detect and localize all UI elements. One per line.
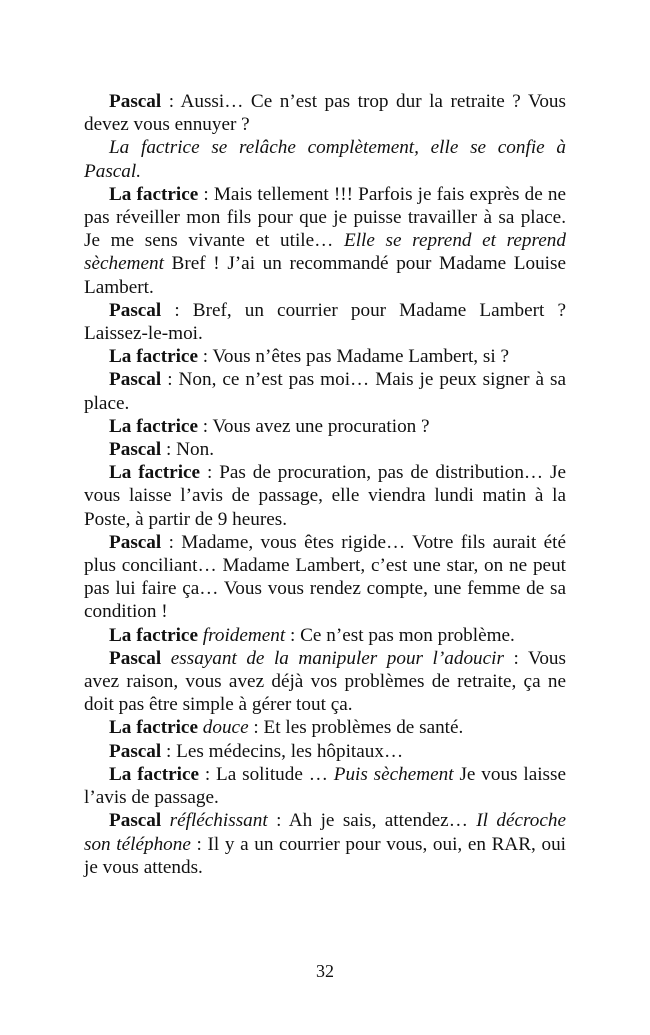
line-text: : Il y a un courrier pour vous, oui, en RAR, oui je vous attends. <box>84 833 566 878</box>
speaker-name: La factrice <box>109 624 198 646</box>
dialogue-line <box>84 809 566 879</box>
line-text: : Et les problèmes de santé. <box>248 717 464 739</box>
dialogue-line <box>84 740 566 763</box>
line-text: : Pas de procuration, pas de distribution… Je vous laisse l’avis de passage, elle viendra lundi matin à la Poste, à partir de 9 heures. <box>84 462 566 530</box>
stage-direction-text: essayant de la manipuler pour l’adoucir <box>170 647 504 669</box>
dialogue-line <box>84 438 566 461</box>
dialogue-line <box>84 368 566 414</box>
dialogue-text <box>84 90 566 879</box>
stage-direction-text: Puis sèchement <box>333 763 454 785</box>
line-text: Je vous laisse l’avis de passage. <box>84 763 566 809</box>
speaker-name: Pascal <box>109 439 162 461</box>
line-text: Bref ! J’ai un recommandé pour Madame Louise Lambert. <box>84 253 566 298</box>
stage-direction-text: réfléchissant <box>169 810 268 832</box>
dialogue-line <box>84 90 566 136</box>
dialogue-line <box>84 461 566 531</box>
dialogue-line <box>84 624 566 647</box>
line-text: : Aussi… Ce n’est pas trop dur la retraite ? Vous devez vous ennuyer ? <box>84 91 566 136</box>
speaker-name: Pascal <box>109 299 162 321</box>
speaker-name: Pascal <box>109 91 162 112</box>
dialogue-line <box>84 647 566 717</box>
line-text: : Ah je sais, attendez… <box>267 810 477 832</box>
stage-direction-text: douce <box>202 717 249 739</box>
dialogue-line <box>84 763 566 809</box>
line-text: : Les médecins, les hôpitaux… <box>161 740 404 762</box>
speaker-name: Pascal <box>109 647 162 669</box>
speaker-name: Pascal <box>109 810 162 832</box>
speaker-name: La factrice <box>109 346 198 368</box>
speaker-name: La factrice <box>109 415 198 437</box>
stage-direction-text: froidement <box>202 624 286 646</box>
line-text: : Non, ce n’est pas moi… Mais je peux signer à sa place. <box>84 369 566 414</box>
line-text: : Mais tellement !!! Parfois je fais exprès de ne pas réveiller mon fils pour que je puisse travailler à sa place. Je me sens vivante et utile… <box>84 183 566 252</box>
stage-direction <box>84 136 566 182</box>
speaker-name: Pascal <box>109 369 162 391</box>
speaker-name: La factrice <box>109 763 200 785</box>
line-text: : Vous n’êtes pas Madame Lambert, si ? <box>197 346 509 368</box>
dialogue-line <box>84 531 566 624</box>
line-text <box>161 648 171 669</box>
line-text: : La solitude … <box>199 763 334 785</box>
speaker-name: La factrice <box>109 462 201 484</box>
line-text: : Non. <box>161 439 214 461</box>
stage-direction-text: La factrice se relâche complètement, elle se confie à Pascal. <box>84 137 566 182</box>
speaker-name: Pascal <box>109 740 162 762</box>
stage-direction-text: Elle se reprend et reprend sèchement <box>84 230 566 275</box>
line-text: : Ce n’est pas mon problème. <box>285 624 515 646</box>
dialogue-line <box>84 415 566 438</box>
dialogue-line <box>84 183 566 299</box>
line-text: : Madame, vous êtes rigide… Votre fils aurait été plus conciliant… Madame Lambert, c’est une star, on ne peut pas lui faire ça… Vous vous rendez compte, une femme de sa condition ! <box>84 531 566 623</box>
dialogue-line <box>84 345 566 368</box>
dialogue-line <box>84 299 566 345</box>
line-text <box>161 810 169 831</box>
speaker-name: La factrice <box>109 183 199 205</box>
page-number: 32 <box>316 961 334 981</box>
stage-direction-text: Il décroche son téléphone <box>84 810 566 855</box>
dialogue-line <box>84 716 566 739</box>
speaker-name: La factrice <box>109 717 198 739</box>
line-text: : Bref, un courrier pour Madame Lambert ? Laissez-le-moi. <box>84 299 566 345</box>
line-text: : Vous avez raison, vous avez déjà vos problèmes de retraite, ça ne doit pas être simple à gérer tout ça. <box>84 647 566 716</box>
speaker-name: Pascal <box>109 531 162 553</box>
line-text: : Vous avez une procuration ? <box>197 415 430 437</box>
